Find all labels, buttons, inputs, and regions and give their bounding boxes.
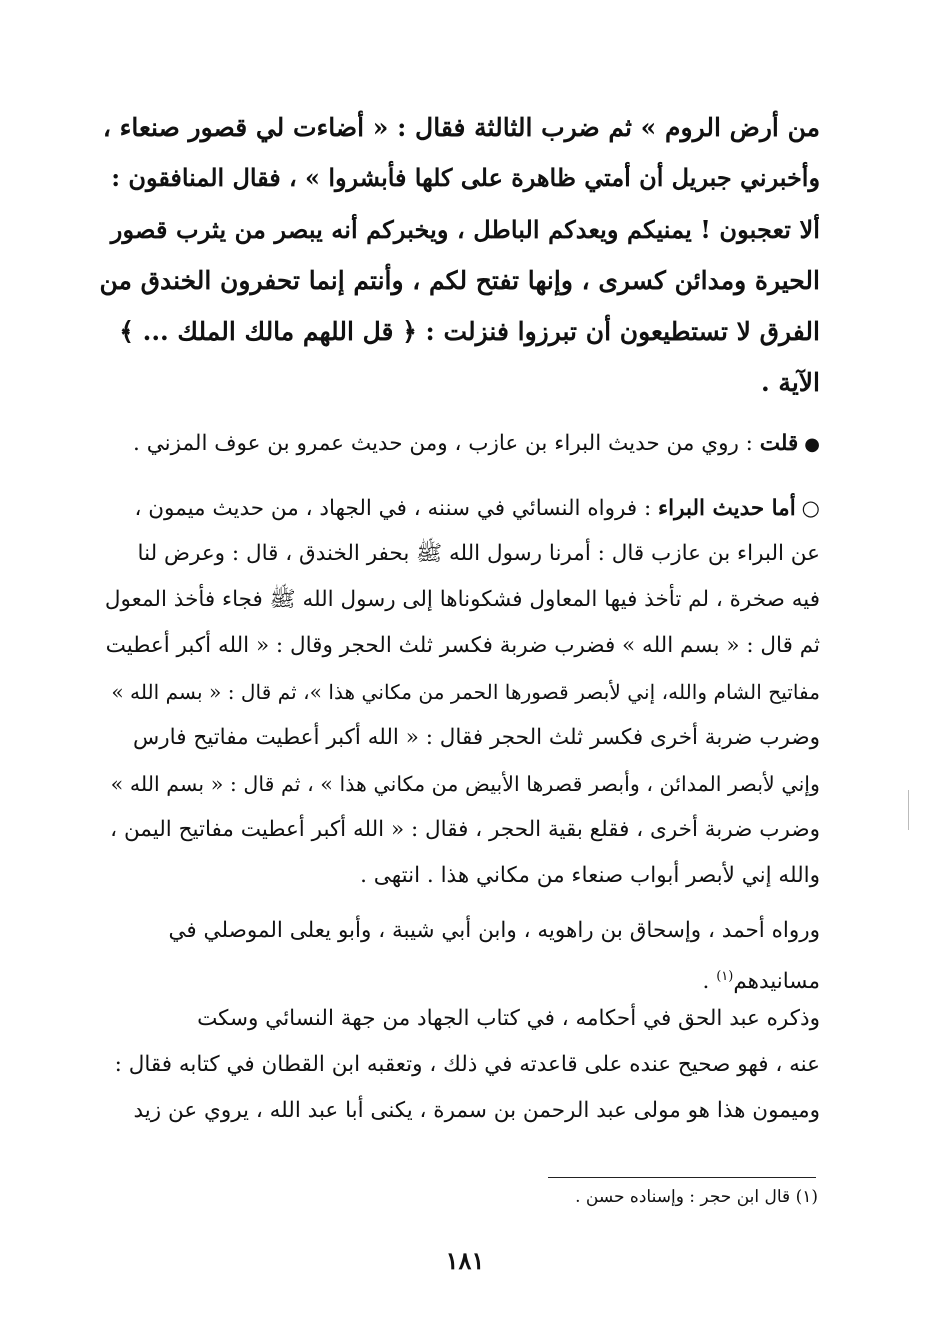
page-number: ١٨١ [445, 1246, 485, 1275]
bara-hadith-paragraph [96, 485, 820, 899]
qultu-label: قلت [759, 431, 799, 456]
text-line: عن البراء بن عازب قال : أمرنا رسول الله ﷺ بحفر الخندق ، قال : وعرض لنا [137, 541, 820, 566]
text-line: وإني لأبصر المدائن ، وأبصر قصرها الأبيض من مكاني هذا » ، ثم قال : « بسم الله » [110, 772, 820, 796]
text-line: والله إني لأبصر أبواب صنعاء من مكاني هذا . انتهى . [360, 863, 820, 888]
opening-paragraph [96, 102, 820, 408]
line-end: . [702, 969, 717, 995]
text-line: مفاتيح الشام والله، إني لأبصر قصورها الحمر من مكاني هذا »، ثم قال : « بسم الله » [111, 680, 820, 704]
musanid-word: مسانيدهم [733, 969, 820, 995]
text-line: الآية . [761, 368, 820, 397]
abdulhaq-paragraph [96, 996, 820, 1134]
text-line: وأخبرني جبريل أن أمتي ظاهرة على كلها فأبشروا » ، فقال المنافقون : [111, 164, 820, 192]
bara-label: أما حديث البراء [658, 496, 796, 521]
text-line: ألا تعجبون ! يمنيكم ويعدكم الباطل ، ويخبركم أنه يبصر من يثرب قصور [110, 215, 820, 244]
filled-bullet-icon: ● [804, 434, 820, 455]
text-line [96, 421, 820, 467]
footnote-number: (١) [795, 1187, 818, 1207]
qultu-paragraph [96, 421, 820, 467]
text-line: عنه ، فهو صحيح عنده على قاعدته في ذلك ، وتعقبه ابن القطان في كتابه فقال : [114, 1052, 820, 1077]
text-line: ثم قال : « بسم الله » فضرب ضربة فكسر ثلث الحجر وقال : « الله أكبر أعطيت [105, 633, 820, 658]
text-line: وضرب ضربة أخرى ، فقلع بقية الحجر ، فقال : « الله أكبر أعطيت مفاتيح اليمن ، [110, 817, 820, 842]
text-line: الحيرة ومدائن كسرى ، وإنها تفتح لكم ، وأنتم إنما تحفرون الخندق من [99, 266, 820, 295]
qultu-text: : روي من حديث البراء بن عازب ، ومن حديث عمرو بن عوف المزني . [133, 431, 753, 456]
scan-edge-mark [908, 790, 909, 830]
footnote-reference[interactable]: (١) [716, 969, 734, 984]
text-line: وميمون هذا هو مولى عبد الرحمن بن سمرة ، يكنى أبا عبد الله ، يروي عن زيد [133, 1098, 820, 1123]
text-line: وذكره عبد الحق في أحكامه ، في كتاب الجهاد من جهة النسائي وسكت [197, 1006, 820, 1031]
footnote [575, 1187, 818, 1207]
hollow-bullet-icon: ○ [801, 496, 820, 520]
text-line: فيه صخرة ، لم تأخذ فيها المعاول فشكوناها إلى رسول الله ﷺ فجاء فأخذ المعول [104, 587, 820, 612]
text-line [96, 485, 820, 531]
text-line: وضرب ضربة أخرى فكسر ثلث الحجر فقال : « الله أكبر أعطيت مفاتيح فارس [133, 725, 820, 750]
text-line: من أرض الروم » ثم ضرب الثالثة فقال : « أضاءت لي قصور صنعاء ، [102, 113, 820, 142]
text-line [96, 954, 820, 1000]
bara-first-line-text: : فرواه النسائي في سننه ، في الجهاد ، من حديث ميمون ، [134, 496, 652, 521]
footnote-text: قال ابن حجر : وإسناده حسن . [575, 1187, 791, 1207]
text-line: الفرق لا تستطيعون أن تبرزوا فنزلت : ﴿ قل اللهم مالك الملك ... ﴾ [119, 317, 820, 346]
text-line: ورواه أحمد ، وإسحاق بن راهويه ، وابن أبي شيبة ، وأبو يعلى الموصلي في [168, 918, 820, 943]
footnote-divider [548, 1177, 816, 1178]
ahmad-paragraph [96, 908, 820, 1000]
